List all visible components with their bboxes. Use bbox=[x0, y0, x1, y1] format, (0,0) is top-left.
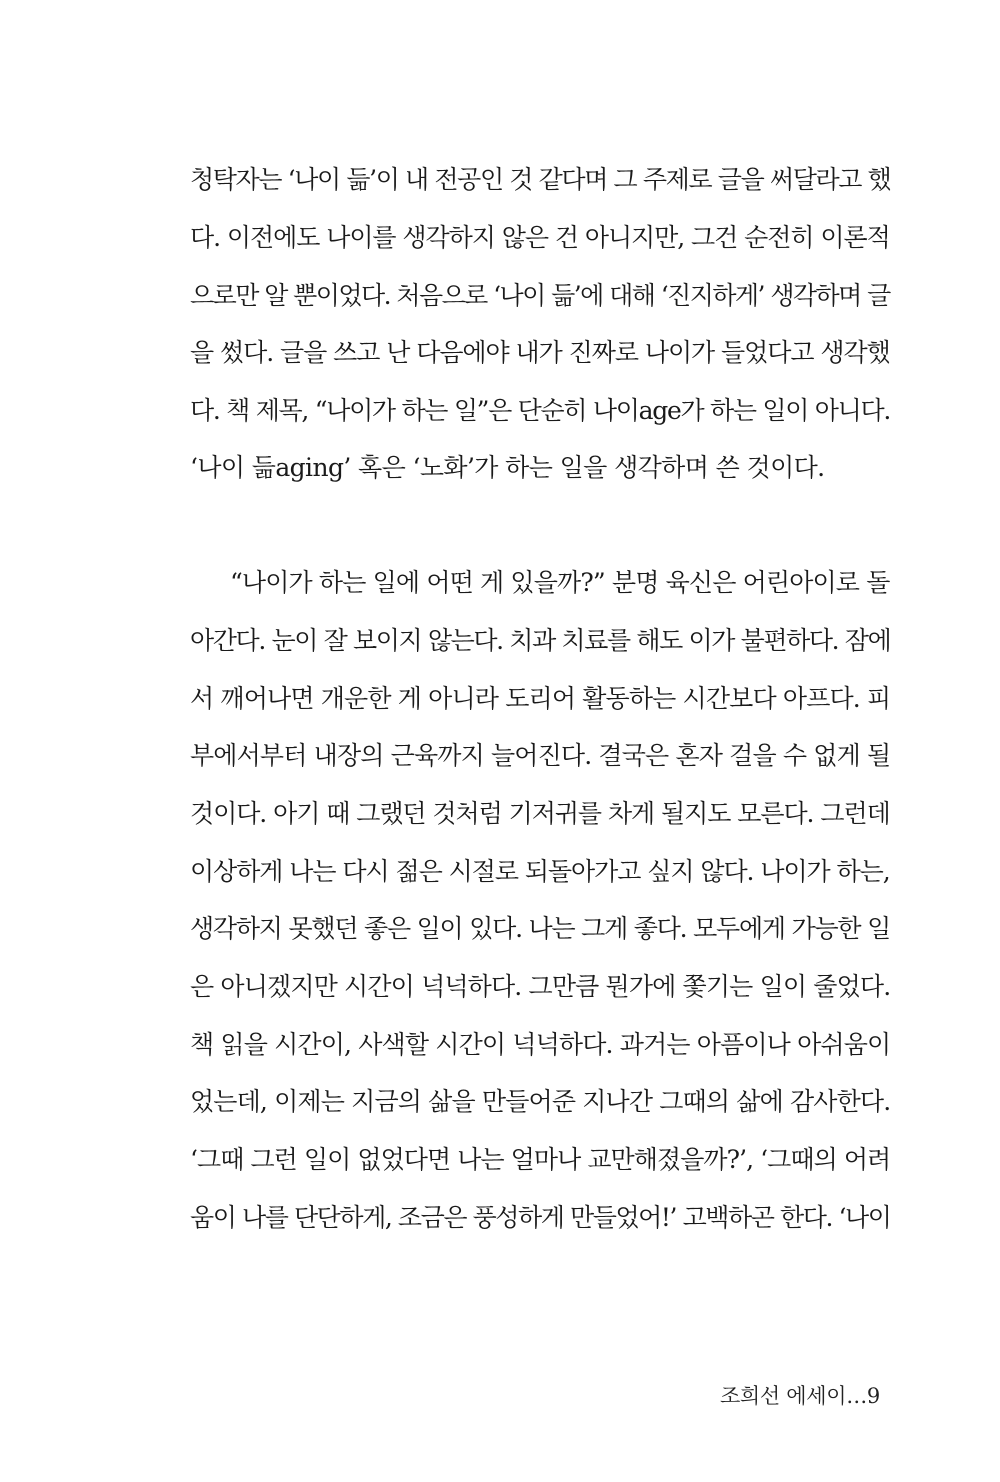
text-line: ‘나이 듦aging’ 혹은 ‘노화’가 하는 일을 생각하며 쓴 것이다. bbox=[190, 453, 825, 482]
text-line: “나이가 하는 일에 어떤 게 있을까?” 분명 육신은 어린아이로 돌 bbox=[230, 568, 890, 597]
text-line: 움이 나를 단단하게, 조금은 풍성하게 만들었어!’ 고백하곤 한다. ‘나이 bbox=[190, 1203, 891, 1232]
text-line: 생각하지 못했던 좋은 일이 있다. 나는 그게 좋다. 모두에게 가능한 일 bbox=[190, 914, 891, 943]
text-line: 다. 책 제목, “나이가 하는 일”은 단순히 나이age가 하는 일이 아니다. bbox=[190, 396, 890, 425]
text-line: 부에서부터 내장의 근육까지 늘어진다. 결국은 혼자 걸을 수 없게 될 bbox=[190, 741, 891, 770]
text-line: 은 아니겠지만 시간이 넉넉하다. 그만큼 뭔가에 쫓기는 일이 줄었다. bbox=[190, 972, 891, 1001]
text-line: 을 썼다. 글을 쓰고 난 다음에야 내가 진짜로 나이가 들었다고 생각했 bbox=[190, 338, 890, 367]
text-line: 청탁자는 ‘나이 듦’이 내 전공인 것 같다며 그 주제로 글을 써달라고 했 bbox=[190, 165, 891, 194]
text-line: 다. 이전에도 나이를 생각하지 않은 건 아니지만, 그건 순전히 이론적 bbox=[190, 223, 890, 252]
text-line: 이상하게 나는 다시 젊은 시절로 되돌아가고 싶지 않다. 나이가 하는, bbox=[190, 857, 890, 886]
page-footer: 조희선 에세이…9 bbox=[719, 1384, 880, 1408]
text-line: ‘그때 그런 일이 없었다면 나는 얼마나 교만해졌을까?’, ‘그때의 어려 bbox=[190, 1145, 891, 1174]
text-line: 것이다. 아기 때 그랬던 것처럼 기저귀를 차게 될지도 모른다. 그런데 bbox=[190, 799, 890, 828]
text-line: 서 깨어나면 개운한 게 아니라 도리어 활동하는 시간보다 아프다. 피 bbox=[190, 684, 891, 713]
text-line: 아간다. 눈이 잘 보이지 않는다. 치과 치료를 해도 이가 불편하다. 잠에 bbox=[190, 626, 891, 655]
text-line: 으로만 알 뿐이었다. 처음으로 ‘나이 듦’에 대해 ‘진지하게’ 생각하며 글 bbox=[190, 281, 890, 310]
text-line: 책 읽을 시간이, 사색할 시간이 넉넉하다. 과거는 아픔이나 아쉬움이 bbox=[190, 1030, 891, 1059]
text-line: 었는데, 이제는 지금의 삶을 만들어준 지나간 그때의 삶에 감사한다. bbox=[190, 1087, 891, 1116]
